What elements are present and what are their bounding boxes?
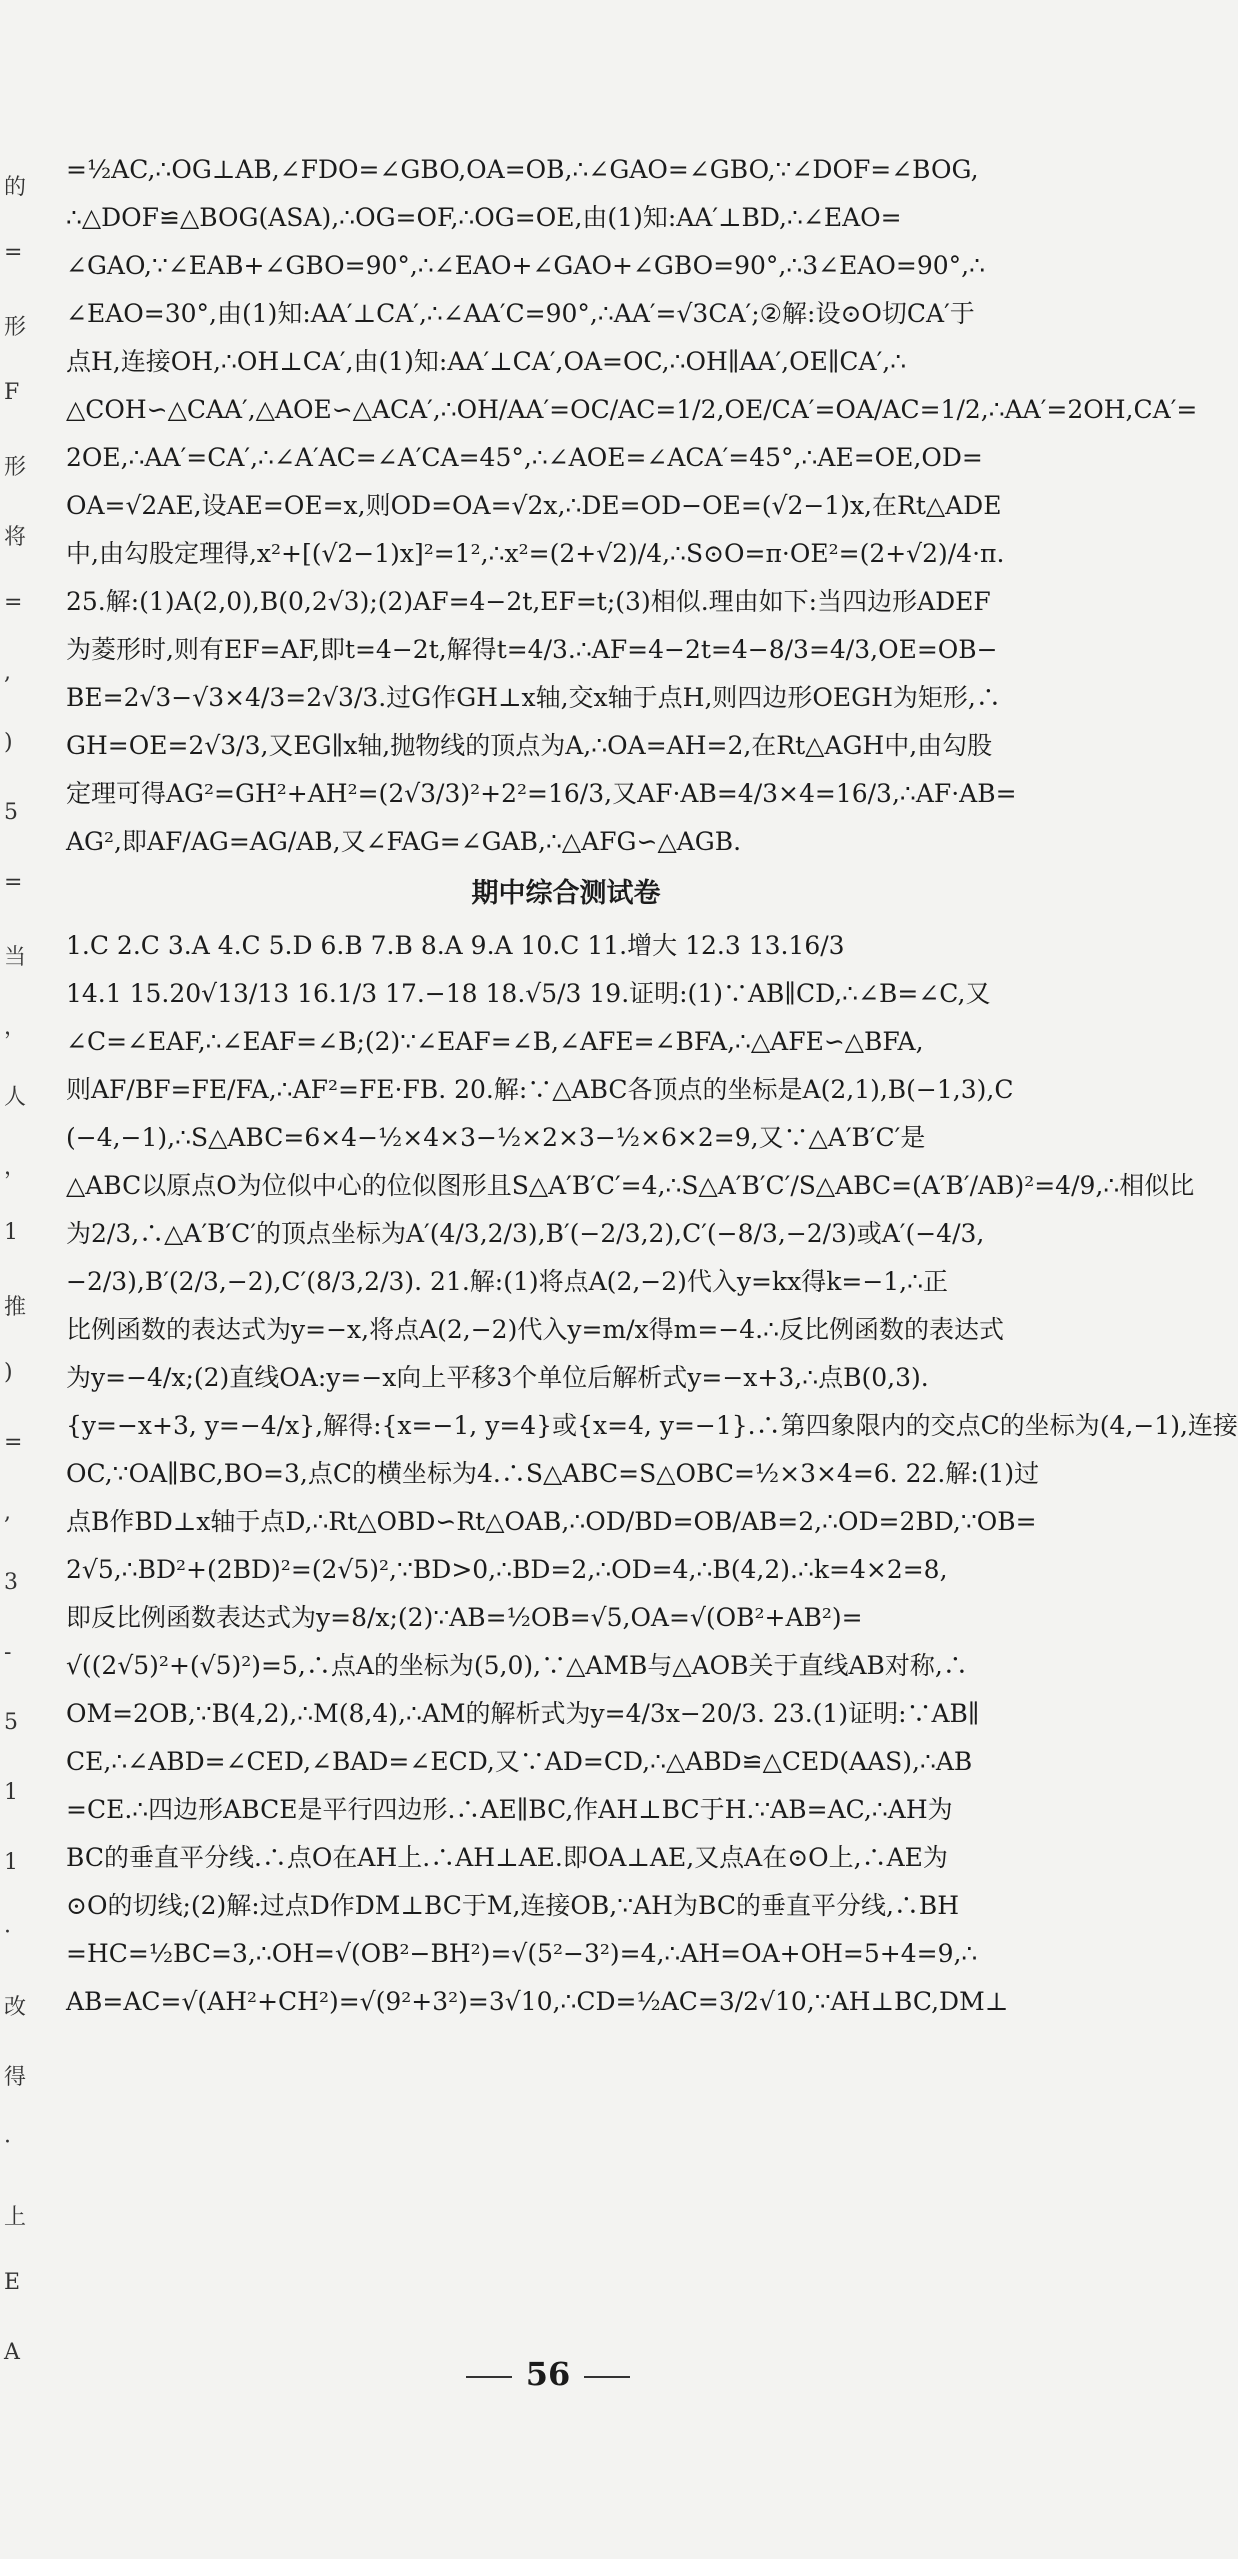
- text-line: =½AC,∴OG⊥AB,∠FDO=∠GBO,OA=OB,∴∠GAO=∠GBO,∵∠DOF=∠BOG,: [66, 155, 979, 184]
- margin-fragment: 形: [4, 455, 27, 480]
- margin-fragment: A: [4, 2340, 20, 2365]
- text-line: ∠GAO,∵∠EAB+∠GBO=90°,∴∠EAO+∠GAO+∠GBO=90°,∴3∠EAO=90°,∴: [66, 251, 986, 280]
- margin-fragment: 当: [4, 945, 27, 970]
- margin-fragment: 得: [4, 2065, 27, 2090]
- text-line: 为y=−4/x;(2)直线OA:y=−x向上平移3个单位后解析式y=−x+3,∴点B(0,3).: [66, 1363, 929, 1392]
- text-line: BC的垂直平分线.∴点O在AH上.∴AH⊥AE.即OA⊥AE,又点A在⊙O上,∴AE为: [66, 1843, 948, 1872]
- margin-fragment: 1: [4, 1220, 18, 1245]
- text-line: =HC=½BC=3,∴OH=√(OB²−BH²)=√(5²−3²)=4,∴AH=OA+OH=5+4=9,∴: [66, 1939, 978, 1968]
- text-line: 比例函数的表达式为y=−x,将点A(2,−2)代入y=m/x得m=−4.∴反比例函数的表达式: [66, 1315, 1004, 1344]
- page-number: 56: [525, 2355, 571, 2393]
- text-line: {y=−x+3, y=−4/x},解得:{x=−1, y=4}或{x=4, y=−1}.∴第四象限内的交点C的坐标为(4,−1),连接: [66, 1411, 1238, 1440]
- text-line: ∴△DOF≌△BOG(ASA),∴OG=OF,∴OG=OE,由(1)知:AA′⊥BD,∴∠EAO=: [66, 203, 902, 232]
- text-line: 则AF/BF=FE/FA,∴AF²=FE·FB. 20.解:∵△ABC各顶点的坐标是A(2,1),B(−1,3),C: [66, 1075, 1014, 1104]
- margin-fragment: E: [4, 2270, 21, 2295]
- text-line: =CE.∴四边形ABCE是平行四边形.∴AE∥BC,作AH⊥BC于H.∵AB=AC,∴AH为: [66, 1795, 953, 1824]
- text-line: 2√5,∴BD²+(2BD)²=(2√5)²,∵BD>0,∴BD=2,∴OD=4,∴B(4,2).∴k=4×2=8,: [66, 1555, 948, 1584]
- text-line: BE=2√3−√3×4/3=2√3/3.过G作GH⊥x轴,交x轴于点H,则四边形OEGH为矩形,∴: [66, 683, 1001, 712]
- section-continued-solutions: [66, 146, 1198, 866]
- text-line: 点H,连接OH,∴OH⊥CA′,由(1)知:AA′⊥CA′,OA=OC,∴OH∥AA′,OE∥CA′,∴: [66, 347, 907, 376]
- text-line: GH=OE=2√3/3,又EG∥x轴,抛物线的顶点为A,∴OA=AH=2,在Rt△AGH中,由勾股: [66, 731, 993, 760]
- text-line: △ABC以原点O为位似中心的位似图形且S△A′B′C′=4,∴S△A′B′C′/S△ABC=(A′B′/AB)²=4/9,∴相似比: [66, 1171, 1195, 1200]
- margin-fragment: 人: [4, 1085, 27, 1110]
- text-line: 即反比例函数表达式为y=8/x;(2)∵AB=½OB=√5,OA=√(OB²+AB²)=: [66, 1603, 863, 1632]
- margin-fragment: ,: [4, 1500, 11, 1525]
- margin-fragment: F: [4, 380, 20, 405]
- text-line: AB=AC=√(AH²+CH²)=√(9²+3²)=3√10,∴CD=½AC=3/2√10,∵AH⊥BC,DM⊥: [66, 1987, 1009, 2016]
- margin-fragment: 的: [4, 175, 27, 200]
- text-line: CE,∴∠ABD=∠CED,∠BAD=∠ECD,又∵AD=CD,∴△ABD≌△CED(AAS),∴AB: [66, 1747, 973, 1776]
- section-heading: 期中综合测试卷: [471, 878, 661, 909]
- margin-fragment: 将: [4, 525, 27, 550]
- right-rule: [584, 2376, 630, 2378]
- margin-fragment: ): [4, 730, 13, 755]
- margin-fragment: 推: [4, 1295, 27, 1320]
- margin-fragment: ，: [4, 1155, 27, 1180]
- margin-fragment: ，: [4, 1015, 27, 1040]
- margin-fragment: 形: [4, 315, 27, 340]
- margin-fragment: =: [4, 1430, 23, 1455]
- margin-fragment: =: [4, 870, 23, 895]
- margin-fragment: 上: [4, 2205, 27, 2230]
- text-line: 1.C 2.C 3.A 4.C 5.D 6.B 7.B 8.A 9.A 10.C 11.增大 12.3 13.16/3: [66, 931, 845, 960]
- text-line: √((2√5)²+(√5)²)=5,∴点A的坐标为(5,0),∵△AMB与△AOB关于直线AB对称,∴: [66, 1651, 968, 1680]
- text-line: OM=2OB,∵B(4,2),∴M(8,4),∴AM的解析式为y=4/3x−20/3. 23.(1)证明:∵AB∥: [66, 1699, 980, 1728]
- margin-fragment: 3: [4, 1570, 18, 1595]
- margin-fragment: -: [4, 1640, 12, 1665]
- margin-fragment: ): [4, 1360, 13, 1385]
- answer-text: [66, 146, 1238, 2026]
- margin-fragment: =: [4, 240, 23, 265]
- text-line: AG²,即AF/AG=AG/AB,又∠FAG=∠GAB,∴△AFG∽△AGB.: [66, 827, 742, 856]
- text-line: ∠C=∠EAF,∴∠EAF=∠B;(2)∵∠EAF=∠B,∠AFE=∠BFA,∴△AFE∽△BFA,: [66, 1027, 924, 1056]
- text-line: OA=√2AE,设AE=OE=x,则OD=OA=√2x,∴DE=OD−OE=(√2−1)x,在Rt△ADE: [66, 491, 1002, 520]
- text-line: OC,∵OA∥BC,BO=3,点C的横坐标为4.∴S△ABC=S△OBC=½×3×4=6. 22.解:(1)过: [66, 1459, 1040, 1488]
- text-line: ∠EAO=30°,由(1)知:AA′⊥CA′,∴∠AA′C=90°,∴AA′=√3CA′;②解:设⊙O切CA′于: [66, 299, 975, 328]
- margin-fragment: 改: [4, 1995, 27, 2020]
- text-line: 为菱形时,则有EF=AF,即t=4−2t,解得t=4/3.∴AF=4−2t=4−8/3=4/3,OE=OB−: [66, 635, 998, 664]
- text-line: 定理可得AG²=GH²+AH²=(2√3/3)²+2²=16/3,又AF·AB=4/3×4=16/3,∴AF·AB=: [66, 779, 1017, 808]
- section-midterm-answers: [66, 922, 1238, 2026]
- text-line: 点B作BD⊥x轴于点D,∴Rt△OBD∽Rt△OAB,∴OD/BD=OB/AB=2,∴OD=2BD,∵OB=: [66, 1507, 1037, 1536]
- margin-fragment: =: [4, 590, 23, 615]
- margin-fragment: 5: [4, 800, 18, 825]
- text-line: 14.1 15.20√13/13 16.1/3 17.−18 18.√5/3 19.证明:(1)∵AB∥CD,∴∠B=∠C,又: [66, 979, 991, 1008]
- text-line: 为2/3,∴△A′B′C′的顶点坐标为A′(4/3,2/3),B′(−2/3,2),C′(−8/3,−2/3)或A′(−4/3,: [66, 1219, 985, 1248]
- text-line: 2OE,∴AA′=CA′,∴∠A′AC=∠A′CA=45°,∴∠AOE=∠ACA′=45°,∴AE=OE,OD=: [66, 443, 983, 472]
- margin-fragment: ·: [4, 1920, 11, 1945]
- text-line: (−4,−1),∴S△ABC=6×4−½×4×3−½×2×3−½×6×2=9,又∵△A′B′C′是: [66, 1123, 926, 1152]
- text-line: −2/3),B′(2/3,−2),C′(8/3,2/3). 21.解:(1)将点A(2,−2)代入y=kx得k=−1,∴正: [66, 1267, 949, 1296]
- text-line: △COH∽△CAA′,△AOE∽△ACA′,∴OH/AA′=OC/AC=1/2,OE/CA′=OA/AC=1/2,∴AA′=2OH,CA′=: [66, 395, 1198, 424]
- text-line: ⊙O的切线;(2)解:过点D作DM⊥BC于M,连接OB,∵AH为BC的垂直平分线,∴BH: [66, 1891, 960, 1920]
- margin-fragment: ,: [4, 660, 11, 685]
- text-line: 25.解:(1)A(2,0),B(0,2√3);(2)AF=4−2t,EF=t;(3)相似.理由如下:当四边形ADEF: [66, 587, 991, 616]
- margin-fragment: 1: [4, 1850, 18, 1875]
- left-margin-fragments: [0, 0, 30, 2559]
- margin-fragment: 5: [4, 1710, 18, 1735]
- margin-fragment: 1: [4, 1780, 18, 1805]
- margin-fragment: ·: [4, 2130, 11, 2155]
- page-number-footer: [0, 2355, 1096, 2393]
- left-rule: [466, 2376, 512, 2378]
- text-line: 中,由勾股定理得,x²+[(√2−1)x]²=1²,∴x²=(2+√2)/4,∴S⊙O=π·OE²=(2+√2)/4·π.: [66, 539, 1005, 568]
